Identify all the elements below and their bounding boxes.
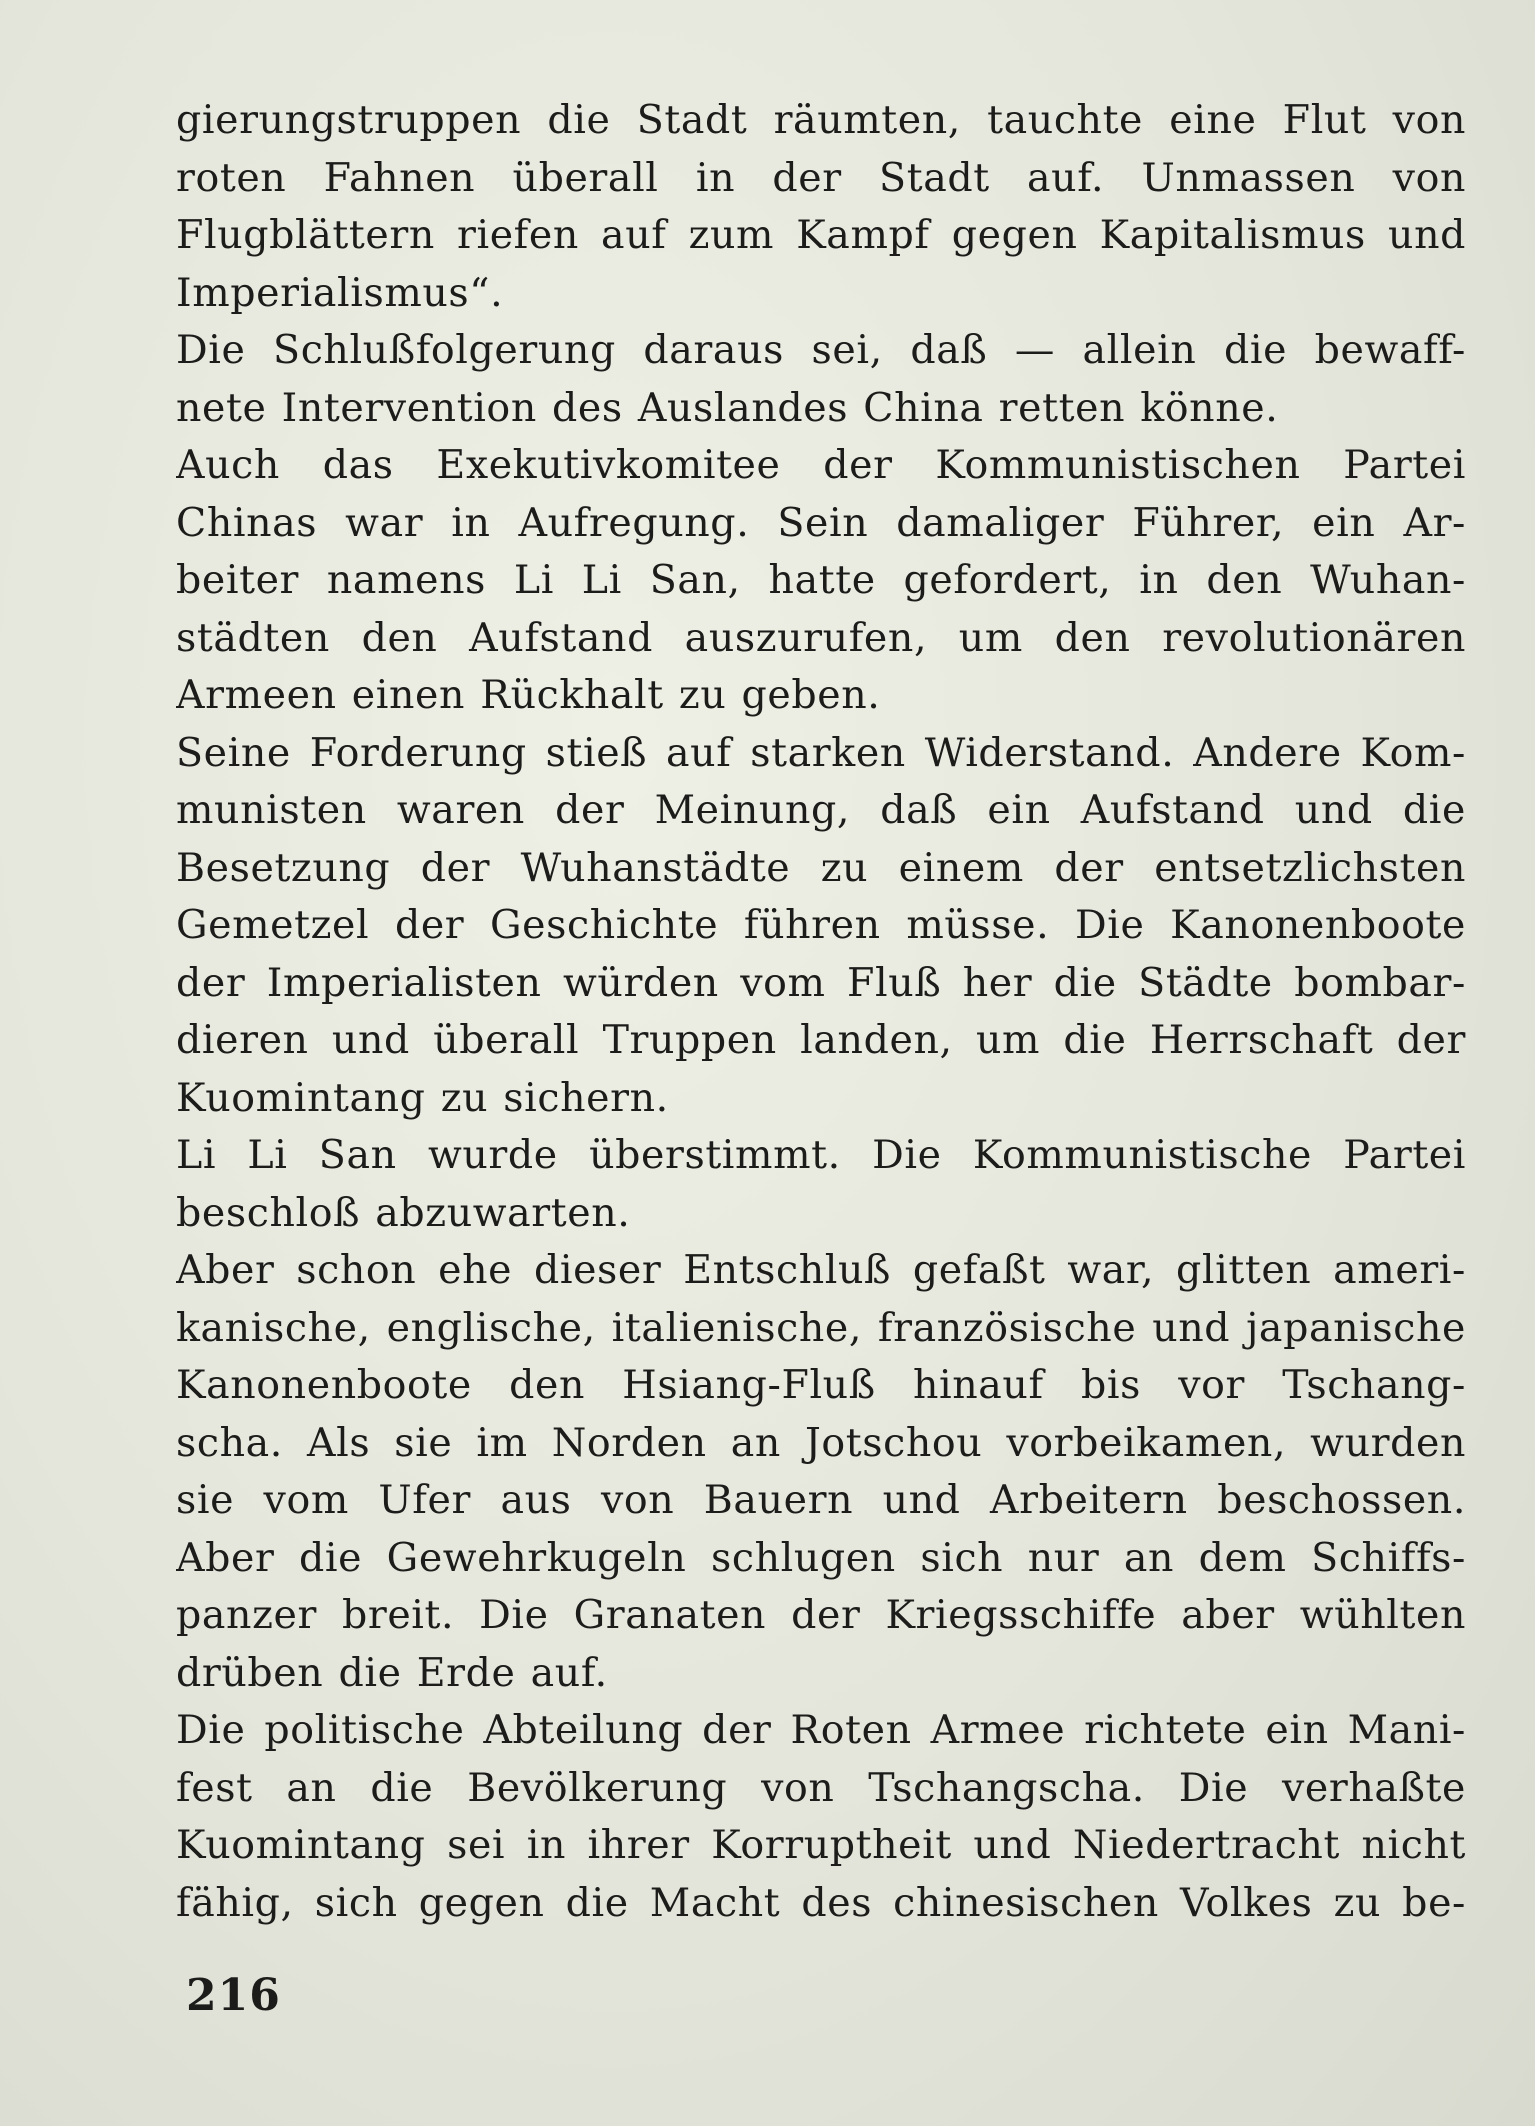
text-line: Aber schon ehe dieser Entschluß gefaßt war, glitten ameri-: [176, 1247, 1466, 1293]
text-line: panzer breit. Die Granaten der Kriegsschiffe aber wühlten: [176, 1592, 1466, 1638]
text-line: sie vom Ufer aus von Bauern und Arbeitern beschossen.: [176, 1477, 1466, 1523]
page-number: 216: [186, 1970, 281, 2021]
text-line: Kuomintang zu sichern.: [176, 1074, 669, 1121]
text-line: fähig, sich gegen die Macht des chinesischen Volkes zu be-: [176, 1879, 1466, 1926]
text-line: fest an die Bevölkerung von Tschangscha. Die verhaßte: [176, 1764, 1466, 1811]
text-line: dieren und überall Truppen landen, um die Herrschaft der: [176, 1017, 1466, 1063]
text-line: beiter namens Li Li San, hatte gefordert, in den Wuhan-: [176, 557, 1466, 603]
text-line: gierungstruppen die Stadt räumten, tauchte eine Flut von: [176, 97, 1466, 143]
text-line: Li Li San wurde überstimmt. Die Kommunistische Partei: [176, 1132, 1466, 1178]
text-line: Flugblättern riefen auf zum Kampf gegen Kapitalismus und: [176, 212, 1466, 258]
text-line: nete Intervention des Auslandes China retten könne.: [176, 384, 1279, 431]
text-line: Auch das Exekutivkomitee der Kommunistischen Partei: [176, 442, 1466, 488]
text-line: der Imperialisten würden vom Fluß her die Städte bombar-: [176, 959, 1466, 1006]
text-line: Kuomintang sei in ihrer Korruptheit und Niedertracht nicht: [176, 1822, 1466, 1868]
text-line: roten Fahnen überall in der Stadt auf. Unmassen von: [176, 154, 1466, 201]
text-line: Chinas war in Aufregung. Sein damaliger Führer, ein Ar-: [176, 499, 1466, 546]
text-line: Besetzung der Wuhanstädte zu einem der entsetzlichsten: [176, 844, 1466, 891]
text-line: Imperialismus“.: [176, 269, 504, 316]
text-line: munisten waren der Meinung, daß ein Aufstand und die: [176, 787, 1466, 833]
body-text: [176, 92, 1466, 1932]
text-line: Aber die Gewehrkugeln schlugen sich nur an dem Schiffs-: [176, 1534, 1466, 1581]
text-line: kanische, englische, italienische, französische und japanische: [176, 1304, 1466, 1351]
text-line: Gemetzel der Geschichte führen müsse. Die Kanonenboote: [176, 902, 1466, 948]
text-line: Armeen einen Rückhalt zu geben.: [176, 672, 881, 718]
text-line: Kanonenboote den Hsiang-Fluß hinauf bis vor Tschang-: [176, 1362, 1466, 1408]
text-line: städten den Aufstand auszurufen, um den revolutionären: [176, 614, 1466, 661]
text-line: scha. Als sie im Norden an Jotschou vorbeikamen, wurden: [176, 1419, 1466, 1466]
text-line: Seine Forderung stieß auf starken Widerstand. Andere Kom-: [176, 729, 1466, 776]
text-line: drüben die Erde auf.: [176, 1649, 608, 1696]
text-line: Die politische Abteilung der Roten Armee richtete ein Mani-: [176, 1707, 1466, 1753]
text-line: beschloß abzuwarten.: [176, 1189, 631, 1236]
text-line: Die Schlußfolgerung daraus sei, daß — allein die bewaff-: [176, 327, 1466, 373]
